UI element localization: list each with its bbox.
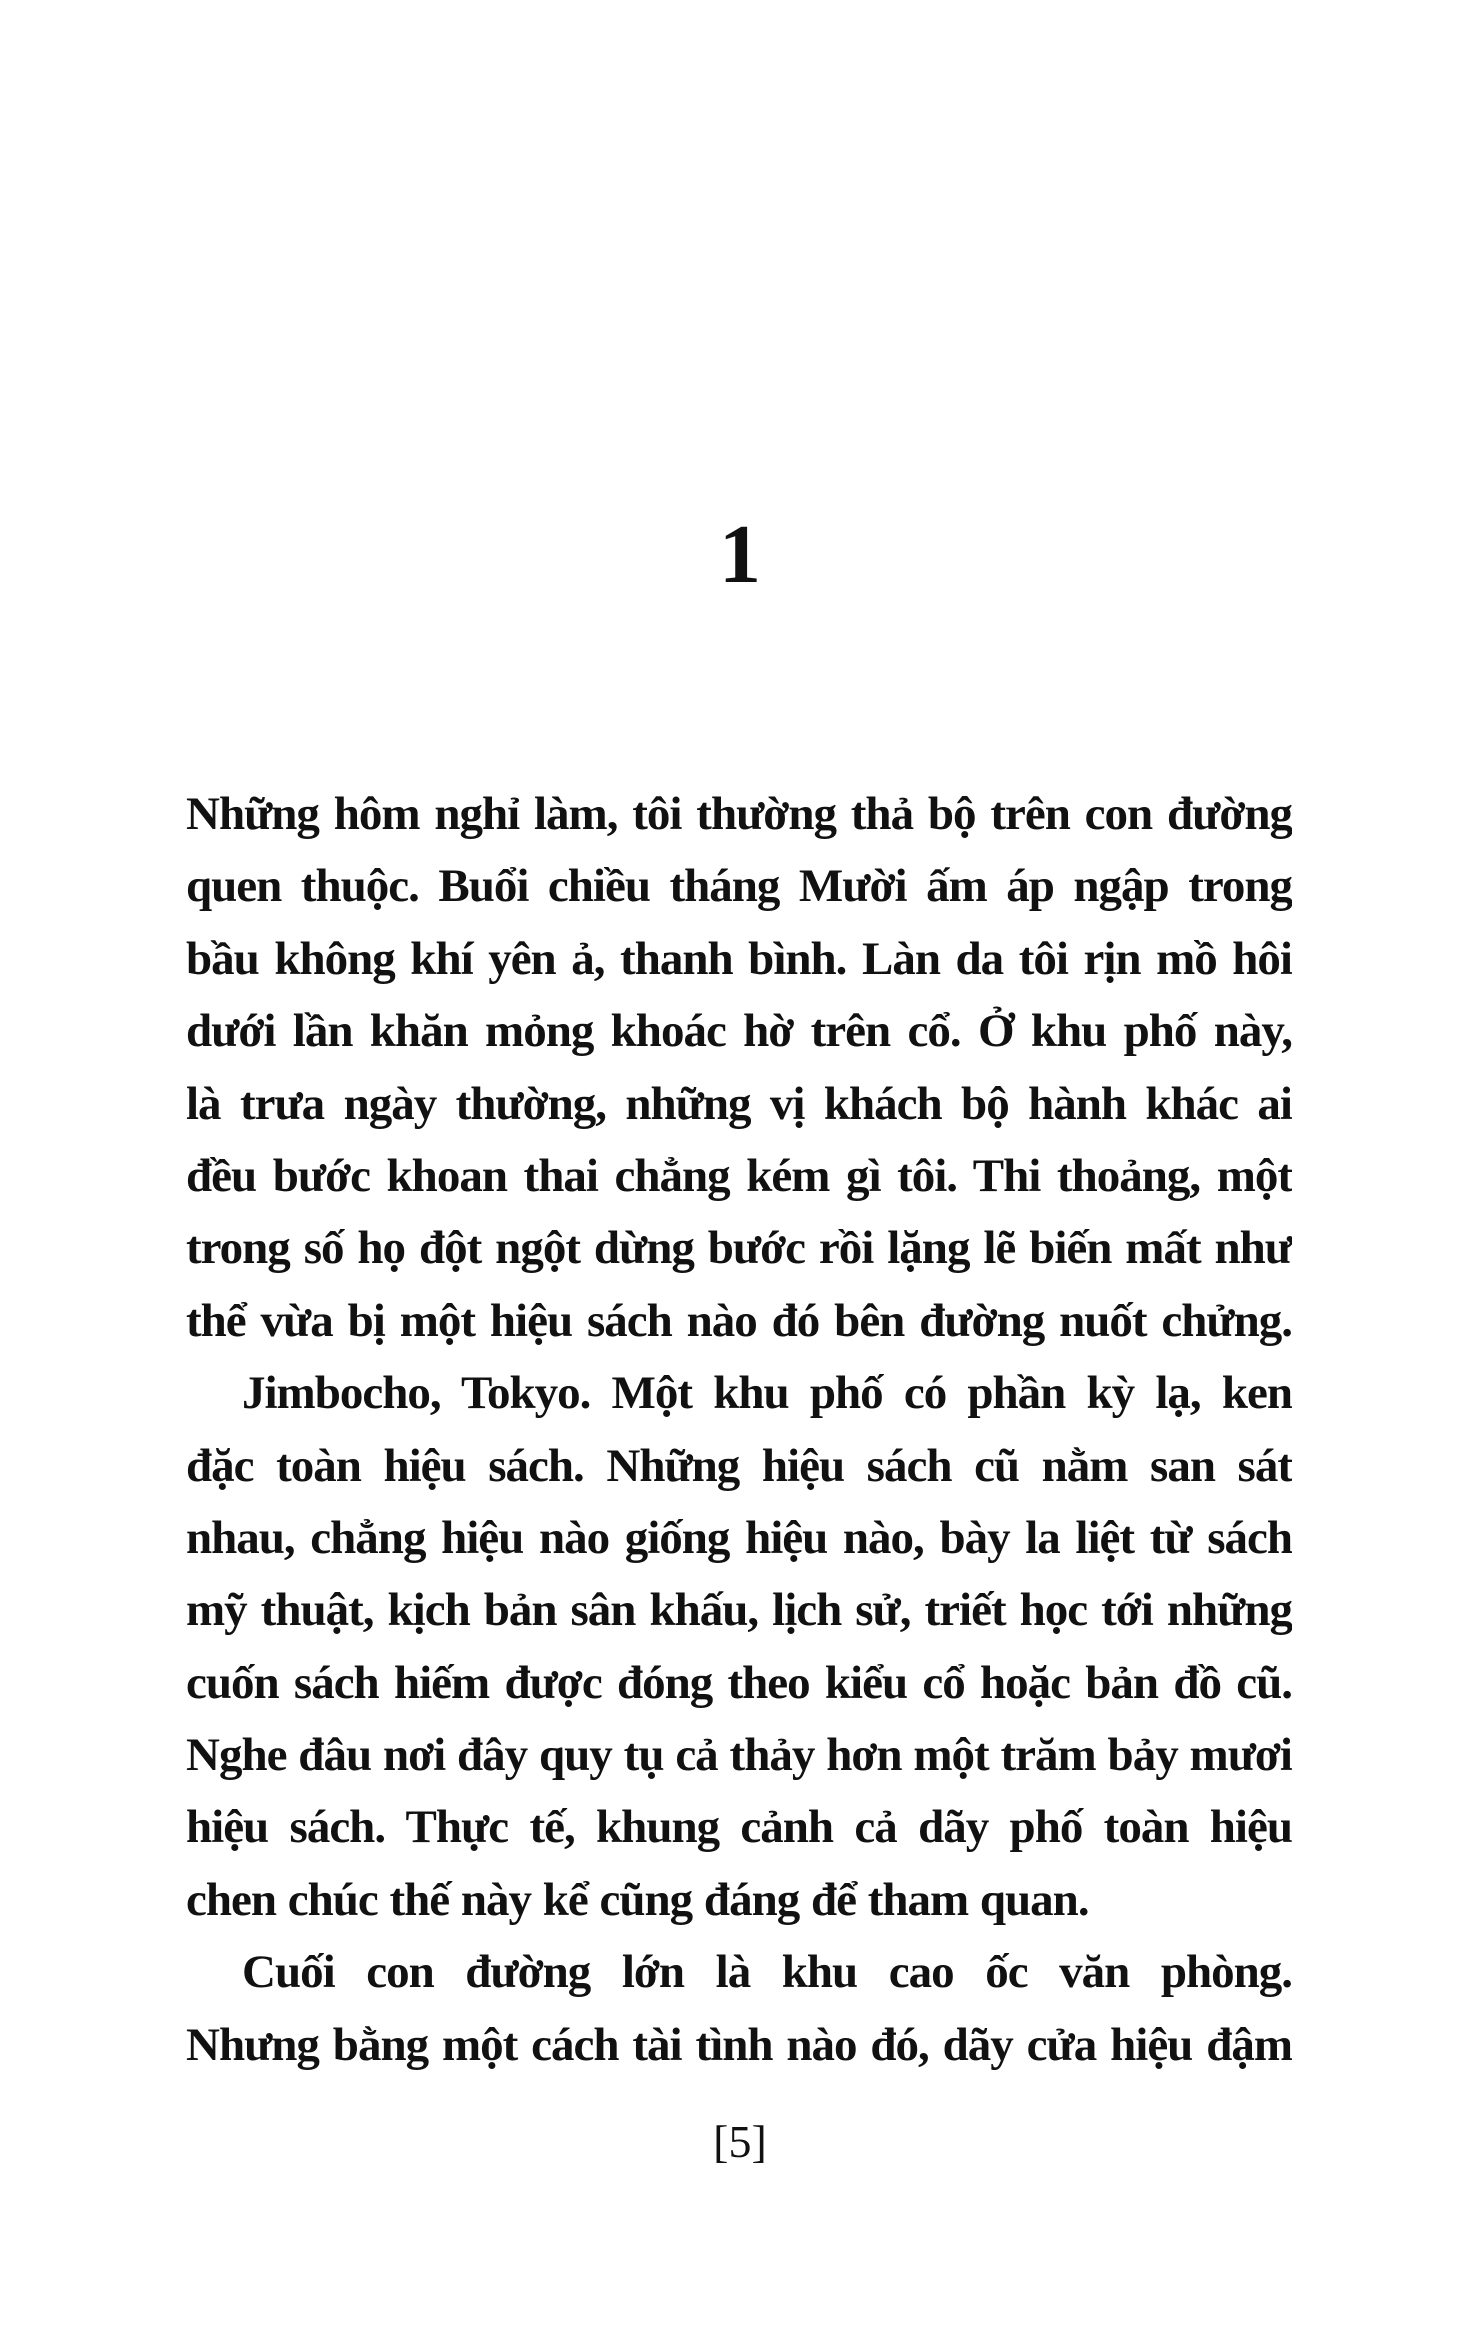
text-line: Nhưng bằng một cách tài tình nào đó, dãy cửa hiệu đậm bbox=[186, 2018, 1292, 2071]
text-line: nhau, chẳng hiệu nào giống hiệu nào, bày la liệt từ sách bbox=[186, 1511, 1292, 1564]
text-line: hiệu sách. Thực tế, khung cảnh cả dãy phố toàn hiệu bbox=[186, 1801, 1292, 1854]
chapter-number: 1 bbox=[719, 508, 761, 601]
text-line: mỹ thuật, kịch bản sân khấu, lịch sử, triết học tới những bbox=[186, 1584, 1292, 1637]
text-line: đặc toàn hiệu sách. Những hiệu sách cũ nằm san sát bbox=[186, 1439, 1292, 1492]
text-line: Cuối con đường lớn là khu cao ốc văn phòng. bbox=[242, 1946, 1292, 1999]
text-line: quen thuộc. Buổi chiều tháng Mười ấm áp ngập trong bbox=[186, 860, 1292, 913]
text-line: thể vừa bị một hiệu sách nào đó bên đường nuốt chửng. bbox=[186, 1294, 1292, 1347]
text-line: là trưa ngày thường, những vị khách bộ hành khác ai bbox=[186, 1077, 1292, 1130]
text-line: Nghe đâu nơi đây quy tụ cả thảy hơn một trăm bảy mươi bbox=[186, 1729, 1292, 1782]
text-line: bầu không khí yên ả, thanh bình. Làn da tôi rịn mồ hôi bbox=[186, 932, 1292, 985]
text-line: Những hôm nghỉ làm, tôi thường thả bộ trên con đường bbox=[186, 788, 1292, 840]
text-line: chen chúc thế này kể cũng đáng để tham quan. bbox=[186, 1873, 1089, 1926]
body-text bbox=[186, 778, 1292, 2081]
text-line: dưới lần khăn mỏng khoác hờ trên cổ. Ở khu phố này, bbox=[186, 1005, 1292, 1058]
text-line: Jimbocho, Tokyo. Một khu phố có phần kỳ lạ, ken bbox=[242, 1367, 1292, 1420]
text-line: trong số họ đột ngột dừng bước rồi lặng lẽ biến mất như bbox=[186, 1222, 1292, 1275]
text-line: cuốn sách hiếm được đóng theo kiểu cổ hoặc bản đồ cũ. bbox=[186, 1656, 1292, 1709]
text-line: đều bước khoan thai chẳng kém gì tôi. Thi thoảng, một bbox=[186, 1149, 1292, 1202]
page-number: [5] bbox=[713, 2116, 767, 2167]
